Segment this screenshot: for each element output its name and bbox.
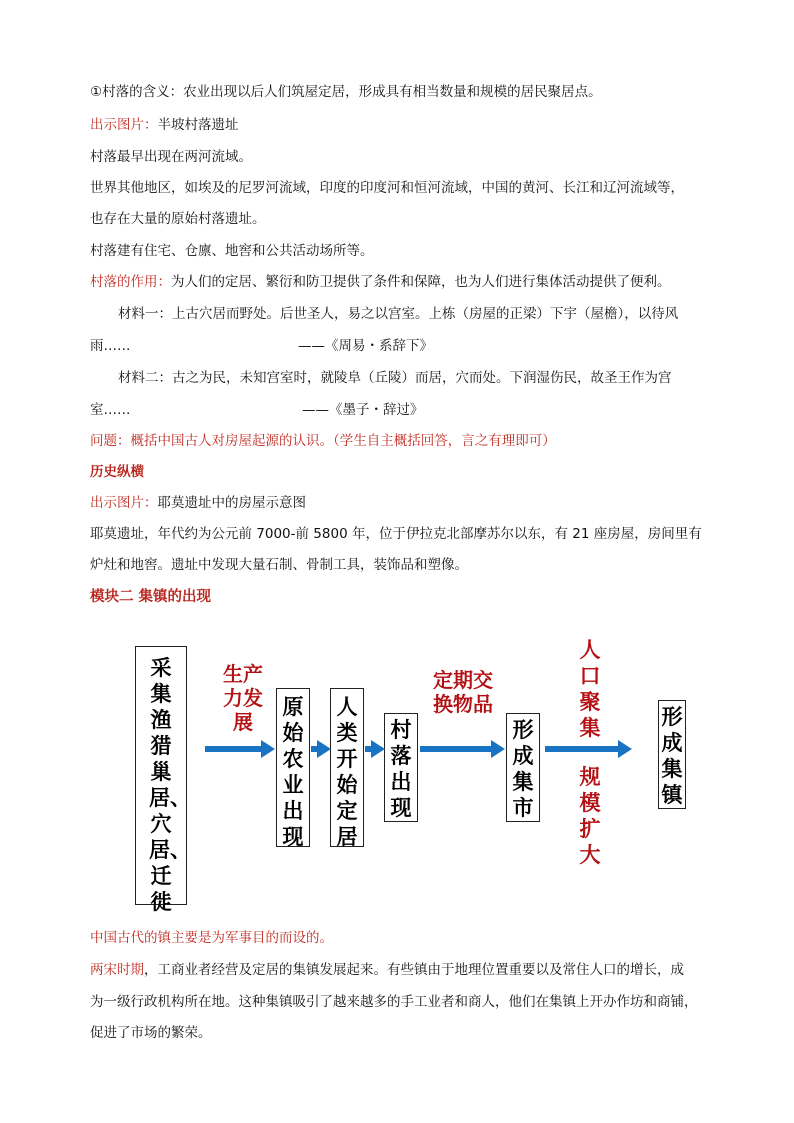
flow-box-label: 村落出现 [390, 718, 412, 820]
text-line: 耶莫遗址，年代约为公元前 7000-前 5800 年，位于伊拉克北部摩苏尔以东，有 21 座房屋，房间里有 [90, 526, 702, 542]
show-picture-label: 出示图片： [90, 117, 158, 133]
text-line: 村落最早出现在两河流域。 [90, 149, 252, 165]
village-function-text: 为人们的定居、繁衍和防卫提供了条件和保障，也为人们进行集体活动提供了便利。 [171, 274, 671, 290]
show-picture-text: 半坡村落遗址 [157, 117, 239, 133]
flow-box-label: 形成集市 [512, 718, 534, 820]
material-two: 材料二：古之为民，未知宫室时，就陵阜（丘陵）而居，穴而处。下润湿伤民，故圣王作为宫 [118, 370, 672, 386]
flow-box-label: 形成集镇 [661, 705, 683, 807]
arrow-right-icon [311, 742, 330, 756]
label-scale-expand: 规模扩大 [579, 765, 601, 867]
flow-box-market [506, 713, 540, 822]
flow-box-label: 人类开始定居 [336, 695, 358, 849]
flow-box-label: 原始农业出现 [282, 695, 304, 849]
text-line: 世界其他地区，如埃及的尼罗河流域，印度的印度河和恒河流域，中国的黄河、长江和辽河流域等， [90, 180, 684, 196]
village-definition: ①村落的含义：农业出现以后人们筑屋定居，形成具有相当数量和规模的居民聚居点。 [90, 84, 602, 100]
village-function-label: 村落的作用： [90, 274, 171, 290]
song-dynasty-text: ，工商业者经营及定居的集镇发展起来。有些镇由于地理位置重要以及常住人口的增长，成 [144, 962, 684, 978]
module-two-heading: 模块二 集镇的出现 [90, 589, 212, 605]
text-line: 为一级行政机构所在地。这种集镇吸引了越来越多的手工业者和商人，他们在集镇上开办作坊和商铺， [90, 994, 698, 1010]
town-purpose-line: 中国古代的镇主要是为军事目的而设的。 [90, 930, 333, 946]
flow-box-village [384, 713, 418, 822]
song-dynasty-line [90, 960, 684, 980]
show-picture-text: 耶莫遗址中的房屋示意图 [157, 495, 306, 511]
question-line: 问题：概括中国古人对房屋起源的认识。（学生自主概括回答，言之有理即可） [90, 433, 556, 449]
arrow-right-icon [545, 742, 632, 756]
label-periodic-exchange: 定期交换物品 [433, 668, 493, 716]
material-one: 材料一：上古穴居而野处。后世圣人，易之以宫室。上栋（房屋的正梁）下宇（屋檐），以待风 [118, 306, 679, 322]
show-picture-line-1 [90, 115, 239, 135]
flow-box-gathering [135, 646, 191, 914]
show-picture-line-2 [90, 493, 306, 513]
label-productivity: 生产力发展 [223, 662, 263, 734]
text-line: 炉灶和地窖。遗址中发现大量石制、骨制工具，装饰品和塑像。 [90, 557, 468, 573]
song-dynasty-label: 两宋时期 [90, 962, 144, 978]
source-mozi: ——《墨子・辞过》 [302, 402, 424, 418]
arrow-right-icon [365, 742, 384, 756]
text-line: 村落建有住宅、仓廪、地窖和公共活动场所等。 [90, 243, 374, 259]
text-line: 雨…… [90, 338, 131, 354]
village-function-line [90, 272, 671, 292]
flow-box-settle [330, 688, 364, 847]
arrow-right-icon [420, 742, 505, 756]
source-zhouyi: ——《周易・系辞下》 [298, 338, 433, 354]
flow-box-agriculture [276, 688, 310, 847]
flow-box-town [658, 700, 686, 809]
history-section-heading: 历史纵横 [90, 464, 144, 480]
flow-box-label: 采集渔猎巢居、穴居、迁徙 [149, 656, 191, 914]
text-line: 促进了市场的繁荣。 [90, 1025, 212, 1041]
show-picture-label: 出示图片： [90, 495, 158, 511]
text-line: 室…… [90, 402, 131, 418]
arrow-right-icon [205, 742, 275, 756]
label-population-gathering: 人口聚集 [579, 638, 601, 740]
text-line: 也存在大量的原始村落遗址。 [90, 211, 266, 227]
